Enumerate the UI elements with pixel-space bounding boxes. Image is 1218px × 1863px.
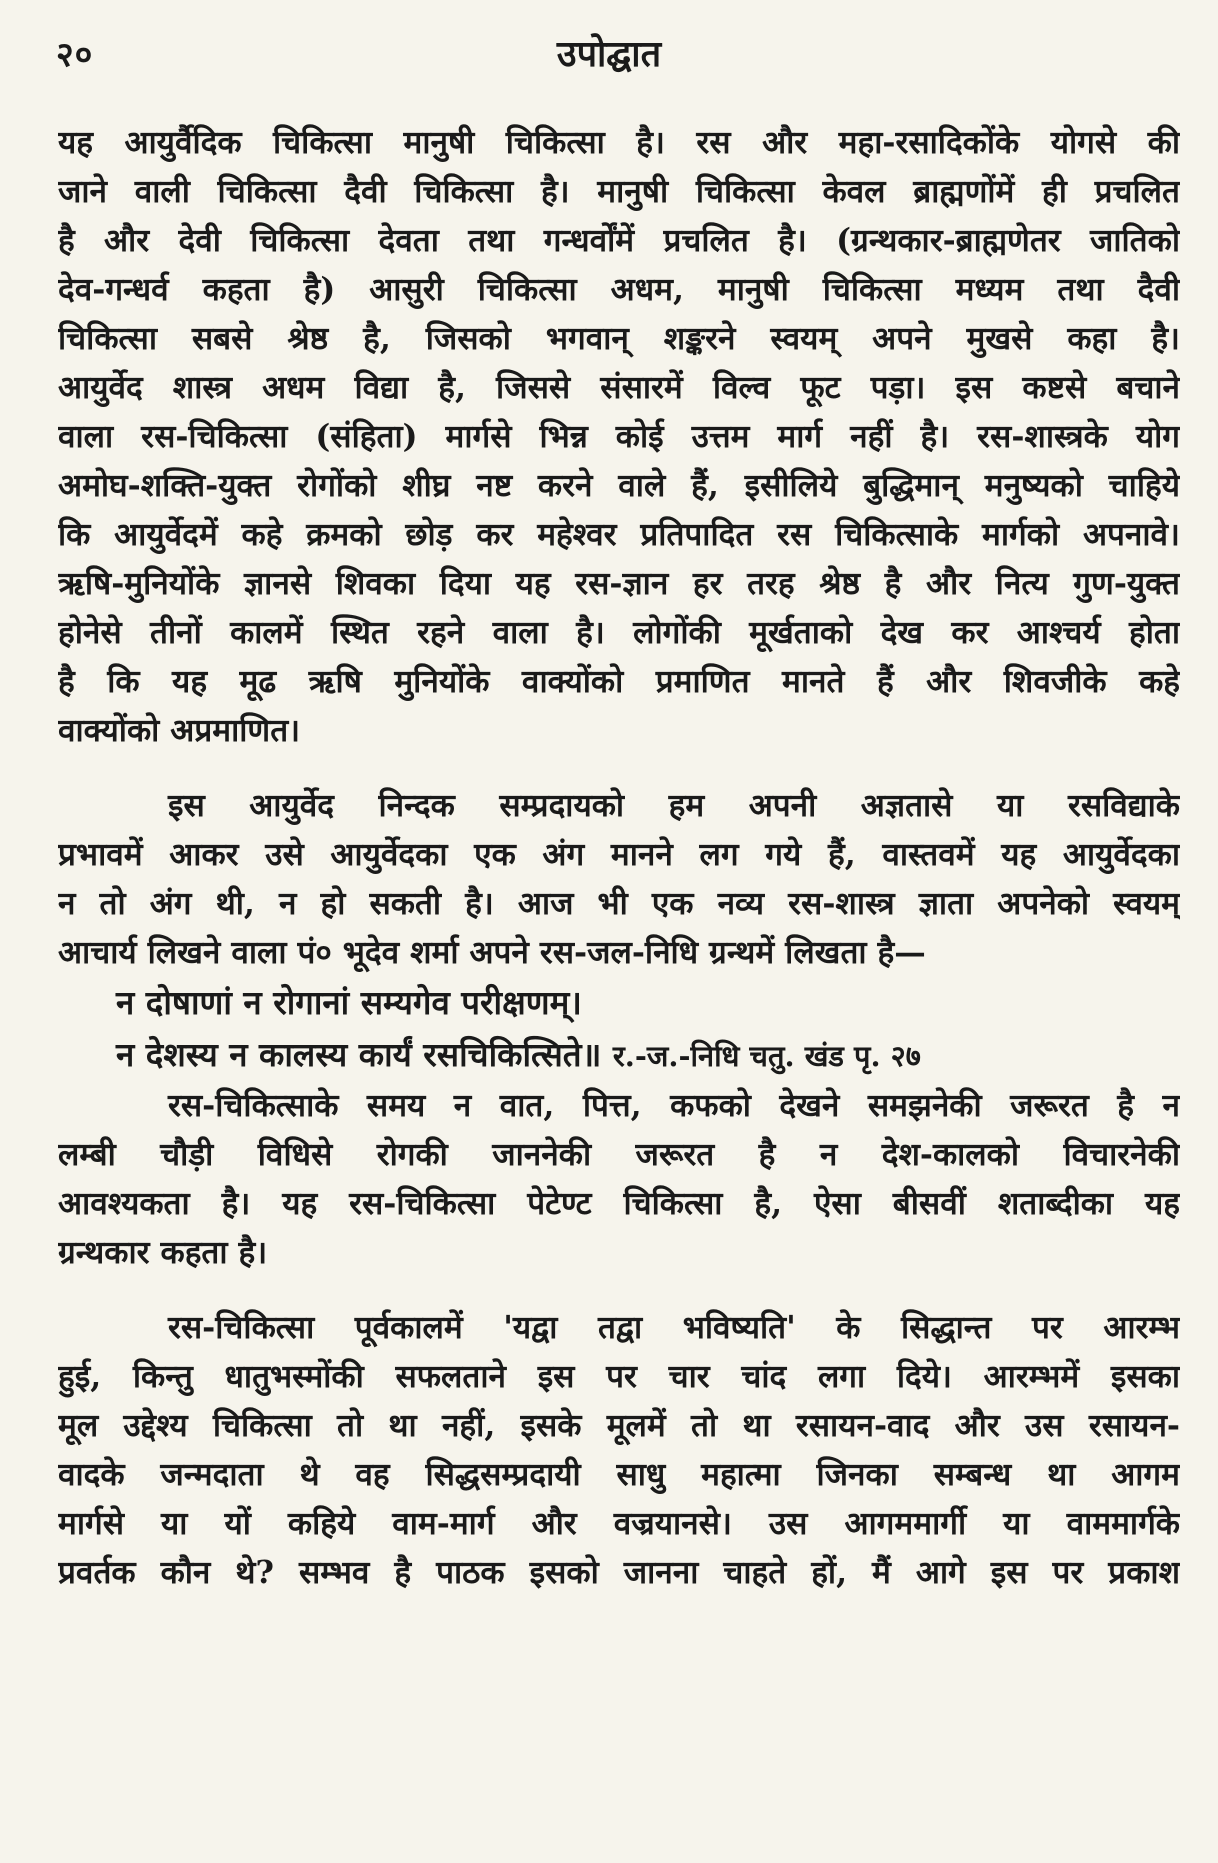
text-line: ग्रन्थकार कहता है। bbox=[58, 1234, 268, 1271]
paragraph-gap bbox=[58, 1277, 1180, 1303]
text-line: जाने वाली चिकित्सा दैवी चिकित्सा है। मानुषी चिकित्सा केवल ब्राह्मणोंमें ही प्रचलित bbox=[58, 173, 1180, 210]
text-line: रस-चिकित्सा पूर्वकालमें 'यद्वा तद्वा भविष्यति' के सिद्धान्त पर आरम्भ bbox=[168, 1309, 1180, 1346]
running-title: उपोद्घात bbox=[556, 33, 662, 75]
text-line: होनेसे तीनों कालमें स्थित रहने वाला है। लोगोंकी मूर्खताको देख कर आश्चर्य होता bbox=[58, 614, 1180, 651]
text-line: प्रभावमें आकर उसे आयुर्वेदका एक अंग मानने लग गये हैं, वास्तवमें यह आयुर्वेदका bbox=[58, 836, 1180, 873]
page-body bbox=[58, 118, 1180, 1597]
text-line: प्रवर्तक कौन थे? सम्भव है पाठक इसको जानना चाहते हों, मैं आगे इस पर प्रकाश bbox=[58, 1554, 1180, 1591]
text-line: आचार्य लिखने वाला पं० भूदेव शर्मा अपने रस-जल-निधि ग्रन्थमें लिखता है— bbox=[58, 934, 926, 971]
verse-line-1: न दोषाणां न रोगानां सम्यगेव परीक्षणम्। bbox=[116, 983, 582, 1022]
text-line: आवश्यकता है। यह रस-चिकित्सा पेटेण्ट चिकित्सा है, ऐसा बीसवीं शताब्दीका यह bbox=[58, 1185, 1180, 1222]
text-line: है कि यह मूढ ऋषि मुनियोंके वाक्योंको प्रमाणित मानते हैं और शिवजीके कहे bbox=[58, 663, 1180, 700]
text-line: ऋषि-मुनियोंके ज्ञानसे शिवका दिया यह रस-ज्ञान हर तरह श्रेष्ठ है और नित्य गुण-युक्त bbox=[58, 565, 1180, 602]
text-line: हुई, किन्तु धातुभस्मोंकी सफलताने इस पर चार चांद लगा दिये। आरम्भमें इसका bbox=[58, 1358, 1180, 1395]
verse-line-2 bbox=[58, 1029, 1180, 1081]
text-line: वाक्योंको अप्रमाणित। bbox=[58, 712, 301, 749]
text-line: रस-चिकित्साके समय न वात, पित्त, कफको देखने समझनेकी जरूरत है न bbox=[168, 1087, 1180, 1124]
text-line: वाला रस-चिकित्सा (संहिता) मार्गसे भिन्न कोई उत्तम मार्ग नहीं है। रस-शास्त्रके योग bbox=[58, 418, 1180, 455]
text-line: वादके जन्मदाता थे वह सिद्धसम्प्रदायी साधु महात्मा जिनका सम्बन्ध था आगम bbox=[58, 1456, 1180, 1493]
text-line: कि आयुर्वेदमें कहे क्रमको छोड़ कर महेश्वर प्रतिपादित रस चिकित्साके मार्गको अपनावे। bbox=[58, 516, 1180, 553]
text-line: मूल उद्देश्य चिकित्सा तो था नहीं, इसके मूलमें तो था रसायन-वाद और उस रसायन- bbox=[58, 1407, 1180, 1444]
text-line: देव-गन्धर्व कहता है) आसुरी चिकित्सा अधम, मानुषी चिकित्सा मध्यम तथा दैवी bbox=[58, 271, 1180, 308]
text-line: है और देवी चिकित्सा देवता तथा गन्धर्वोंमें प्रचलित है। (ग्रन्थकार-ब्राह्मणेतर जातिको bbox=[58, 222, 1180, 259]
verse-reference: र.-ज.-निधि चतु. खंड पृ. २७ bbox=[612, 1039, 921, 1073]
text-line: यह आयुर्वैदिक चिकित्सा मानुषी चिकित्सा है। रस और महा-रसादिकोंके योगसे की bbox=[58, 124, 1180, 161]
text-line: इस आयुर्वेद निन्दक सम्प्रदायको हम अपनी अज्ञतासे या रसविद्याके bbox=[168, 787, 1180, 824]
text-line: चिकित्सा सबसे श्रेष्ठ है, जिसको भगवान् शङ्करने स्वयम् अपने मुखसे कहा है। bbox=[58, 320, 1180, 357]
text-line: लम्बी चौड़ी विधिसे रोगकी जाननेकी जरूरत है न देश-कालको विचारनेकी bbox=[58, 1136, 1180, 1173]
text-line: न तो अंग थी, न हो सकती है। आज भी एक नव्य रस-शास्त्र ज्ञाता अपनेको स्वयम् bbox=[58, 885, 1180, 922]
page-number: २० bbox=[56, 35, 94, 75]
text-line: आयुर्वेद शास्त्र अधम विद्या है, जिससे संसारमें विल्व फूट पड़ा। इस कष्टसे बचाने bbox=[58, 369, 1180, 406]
text-line: अमोघ-शक्ति-युक्त रोगोंको शीघ्र नष्ट करने वाले हैं, इसीलिये बुद्धिमान् मनुष्यको चाहिये bbox=[58, 467, 1180, 504]
paragraph-gap bbox=[58, 755, 1180, 781]
verse-text: न देशस्य न कालस्य कार्यं रसचिकित्सिते॥ bbox=[116, 1035, 602, 1074]
text-line: मार्गसे या यों कहिये वाम-मार्ग और वज्रयानसे। उस आगममार्गी या वाममार्गके bbox=[58, 1505, 1180, 1542]
